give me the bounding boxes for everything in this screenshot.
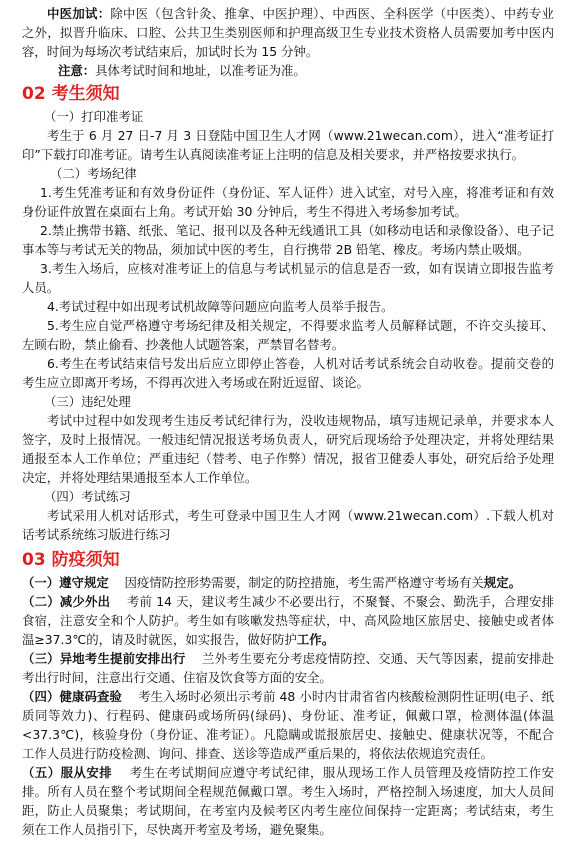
epidemic-item-3-text: 兰外考生要充分考虑疫情防控、交通、天气等因素，提前安排赴考出行时间，注意出行交通、住宿及饮食等方面的安全。 [22,651,555,685]
epidemic-item-1 [22,573,554,592]
epidemic-item-3 [22,649,554,687]
print-admission-text: 考生于 6 月 27 日-7 月 3 日登陆中国卫生人才网（www.21wecan.com），进入“准考证打印”下载打印准考证。请考生认真阅读准考证上注明的信息及相关要求，并严格按要求执行。 [22,128,554,162]
epidemic-item-4 [22,687,554,763]
rule-2: 2.禁止携带书籍、纸张、笔记、报刊以及各种无线通讯工具（如移动电话和录像设备）、电子记事本等与考试无关的物品，须加试中医的考生，自行携带 2B 铅笔、橡皮。考场内禁止吸烟。 [22,223,554,257]
epidemic-item-1-bold: 规定。 [483,575,521,590]
subheading-exam-rules: （二）考场纪律 [50,166,137,181]
rule-5: 5.考生应自觉严格遵守考场纪律及相关规定，不得要求监考人员解释试题，不许交头接耳、左顾右盼，禁止偷看、抄袭他人试题答案，严禁冒名替考。 [22,318,554,352]
rule-6: 6.考生在考试结束信号发出后应立即停止答卷，人机对话考试系统会自动收卷。提前交卷的考生应立即离开考场，不得再次进入考场或在附近逗留、谈论。 [22,356,554,390]
subheading-print-admission: （一）打印准考证 [44,109,144,124]
note-paragraph [22,61,554,80]
epidemic-item-5 [22,763,554,839]
epidemic-item-2 [22,592,554,649]
subheading-practice: （四）考试练习 [44,489,131,504]
epidemic-item-1-text: 因疫情防控形势需要，制定的防控措施，考生需严格遵守考场有关 [124,575,484,590]
epidemic-item-4-label: （四）健康码查验 [22,689,122,704]
tcm-exam-label: 中医加试： [47,6,111,21]
epidemic-item-5-label: （五）服从安排 [22,765,113,780]
violation-text: 考试中过程中如发现考生违反考试纪律行为，没收违规物品，填写违规记录单，并要求本人签字，及时上报情况。一般违纪情况报送考场负责人，研究后现场给予处理决定，并将处理结果通报至本人工作单位；严重违纪（替考、电子作弊）情况，报省卫健委人事处，研究后给予处理决定，并将处理结果通报至本人工作单位。 [22,413,554,485]
tcm-exam-text: 除中医（包含针灸、推拿、中医护理）、中西医、全科医学（中医类）、中药专业之外，拟晋升临床、口腔、公共卫生类别医师和护理高级卫生专业技术资格人员需要加考中医内容，时间为每场次考试结束后，加试时长为 15 分钟。 [22,6,554,59]
epidemic-item-2-text: 考前 14 天，建议考生减少不必要出行，不聚餐、不聚会、勤洗手，合理安排食宿，注意安全和个人防护。考生如有咳嗽发热等症状，中、高风险地区旅居史、接触史或者体温≥37.3℃的，请及时就医，如实报告，做好防护 [22,594,554,647]
note-label: 注意： [58,63,96,78]
section-02-title: 02 考生须知 [22,84,120,104]
practice-text: 考试采用人机对话形式，考生可登录中国卫生人才网（www.21wecan.com）.下载人机对话考试系统练习版进行练习 [22,508,554,542]
tcm-exam-paragraph [22,0,554,61]
section-03-title: 03 防疫须知 [22,550,120,570]
epidemic-item-4-text: 考生入场时必须出示考前 48 小时内甘肃省省内核酸检测阴性证明(电子、纸质同等效力)、行程码、健康码或场所码(绿码)、身份证、准考证，佩戴口罩，检测体温(体温<37.3℃)，核验身份（身份证、准考证）。凡隐瞒或谎报旅居史、接触史、健康状况等，不配合工作人员进行防疫检测、询问、排查、送诊等造成严重后果的，将依法依规追究责任。 [22,689,554,761]
rule-4: 4.考试过程中如出现考试机故障等问题应向监考人员举手报告。 [47,299,394,314]
epidemic-item-3-label: （三）异地考生提前安排出行 [22,651,186,666]
epidemic-item-1-label: （一）遵守规定 [22,575,109,590]
rule-3: 3.考生入场后，应核对准考证上的信息与考试机显示的信息是否一致，如有误请立即报告监考人员。 [22,261,554,295]
epidemic-item-2-label: （二）减少外出 [22,594,111,609]
rule-1: 1.考生凭准考证和有效身份证件（身份证、军人证件）进入试室，对号入座，将准考证和有效身份证件放置在桌面右上角。考试开始 30 分钟后，考生不得进入考场参加考试。 [22,185,554,219]
epidemic-item-5-text: 考生在考试期间应遵守考试纪律，服从现场工作人员管理及疫情防控工作安排。所有人员在整个考试期间全程规范佩戴口罩。考生入场时，严格控制入场速度，加大人员间距，防止人员聚集；考试期间，在考室内及候考区内考生座位间保持一定距离；考试结束，考生须在工作人员指引下，尽快离开考室及考场，避免聚集。 [22,765,554,837]
epidemic-item-2-bold: 工作。 [296,632,335,647]
subheading-violation: （三）违纪处理 [44,394,131,409]
note-text: 具体考试时间和地址，以准考证为准。 [95,63,306,78]
